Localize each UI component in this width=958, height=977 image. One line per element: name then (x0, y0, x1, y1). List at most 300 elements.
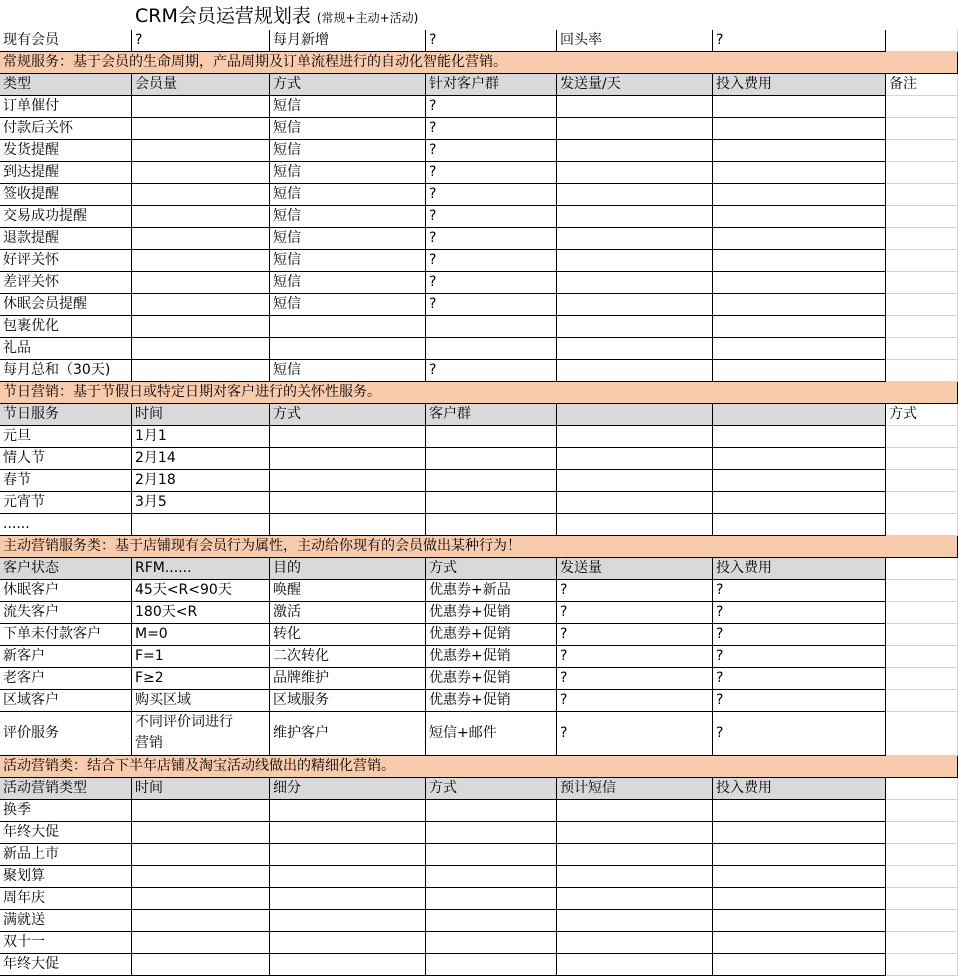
campaign-section-title-row (0, 756, 958, 778)
holiday-header-6: 方式 (886, 404, 958, 426)
regular-cell-6 (886, 184, 958, 206)
active-row (0, 580, 958, 602)
holiday-cell-0: 元宵节 (0, 492, 132, 514)
holiday-cell-1: 3月5 (132, 492, 270, 514)
holiday-cell-5 (713, 492, 886, 514)
campaign-cell-6 (886, 822, 958, 844)
regular-cell-3 (426, 338, 557, 360)
regular-row (0, 118, 958, 140)
active-cell-6 (886, 668, 958, 690)
campaign-cell-0: 新品上市 (0, 844, 132, 866)
holiday-cell-3 (426, 514, 557, 536)
active-cell-3: 优惠券+促销 (426, 602, 557, 624)
active-cell-3: 优惠券+促销 (426, 690, 557, 712)
campaign-cell-0: 周年庆 (0, 888, 132, 910)
campaign-cell-5 (713, 910, 886, 932)
holiday-cell-0: 情人节 (0, 448, 132, 470)
regular-row (0, 184, 958, 206)
campaign-row (0, 822, 958, 844)
holiday-header-3: 客户群 (426, 404, 557, 426)
active-cell-0: 评价服务 (0, 712, 132, 756)
regular-cell-2: 短信 (270, 272, 426, 294)
regular-cell-4 (557, 118, 713, 140)
regular-cell-5 (713, 96, 886, 118)
regular-cell-5 (713, 360, 886, 382)
campaign-cell-2 (270, 888, 426, 910)
active-cell-4: ? (557, 712, 713, 756)
holiday-row (0, 426, 958, 448)
active-cell-2: 维护客户 (270, 712, 426, 756)
holiday-cell-2 (270, 470, 426, 492)
active-row (0, 668, 958, 690)
regular-cell-3: ? (426, 140, 557, 162)
campaign-cell-0: 双十一 (0, 932, 132, 954)
regular-cell-6 (886, 272, 958, 294)
regular-cell-1 (132, 96, 270, 118)
campaign-cell-3 (426, 954, 557, 976)
regular-cell-2 (270, 338, 426, 360)
campaign-cell-0: 聚划算 (0, 866, 132, 888)
active-row (0, 624, 958, 646)
active-cell-1: 购买区域 (132, 690, 270, 712)
campaign-header-0: 活动营销类型 (0, 778, 132, 800)
regular-row (0, 294, 958, 316)
campaign-cell-2 (270, 910, 426, 932)
campaign-section-title: 活动营销类：结合下半年店铺及淘宝活动线做出的精细化营销。 (0, 756, 958, 778)
regular-cell-2: 短信 (270, 250, 426, 272)
regular-cell-3: ? (426, 118, 557, 140)
regular-cell-5 (713, 184, 886, 206)
active-section-title: 主动营销服务类：基于店铺现有会员行为属性，主动给你现有的会员做出某种行为！ (0, 536, 958, 558)
active-header-2: 目的 (270, 558, 426, 580)
holiday-cell-3 (426, 448, 557, 470)
campaign-cell-3 (426, 888, 557, 910)
regular-cell-5 (713, 294, 886, 316)
regular-cell-2: 短信 (270, 140, 426, 162)
regular-cell-5 (713, 250, 886, 272)
regular-cell-4 (557, 360, 713, 382)
regular-row (0, 338, 958, 360)
monthly-new-value: ? (426, 30, 557, 52)
holiday-cell-6 (886, 426, 958, 448)
regular-cell-0: 每月总和（30天) (0, 360, 132, 382)
regular-cell-6 (886, 316, 958, 338)
regular-cell-1 (132, 140, 270, 162)
campaign-row (0, 844, 958, 866)
regular-cell-4 (557, 96, 713, 118)
holiday-cell-2 (270, 426, 426, 448)
holiday-cell-2 (270, 448, 426, 470)
regular-cell-3: ? (426, 250, 557, 272)
holiday-cell-4 (557, 514, 713, 536)
regular-cell-5 (713, 118, 886, 140)
regular-cell-6 (886, 162, 958, 184)
active-cell-0: 休眠客户 (0, 580, 132, 602)
regular-cell-2 (270, 316, 426, 338)
regular-header-0: 类型 (0, 74, 132, 96)
campaign-row (0, 866, 958, 888)
holiday-cell-1: 1月1 (132, 426, 270, 448)
active-cell-0: 下单未付款客户 (0, 624, 132, 646)
regular-cell-3 (426, 316, 557, 338)
summary-row (0, 30, 958, 52)
holiday-cell-5 (713, 470, 886, 492)
holiday-row (0, 470, 958, 492)
campaign-cell-0: 年终大促 (0, 822, 132, 844)
active-cell-1: F=1 (132, 646, 270, 668)
regular-row (0, 96, 958, 118)
regular-cell-4 (557, 294, 713, 316)
holiday-header-4 (557, 404, 713, 426)
active-cell-5: ? (713, 712, 886, 756)
active-cell-6 (886, 580, 958, 602)
holiday-header-1: 时间 (132, 404, 270, 426)
campaign-row (0, 954, 958, 976)
campaign-row (0, 932, 958, 954)
regular-section-title: 常规服务：基于会员的生命周期，产品周期及订单流程进行的自动化智能化营销。 (0, 52, 958, 74)
active-cell-4: ? (557, 646, 713, 668)
campaign-header-2: 细分 (270, 778, 426, 800)
regular-cell-1 (132, 250, 270, 272)
active-cell-2: 转化 (270, 624, 426, 646)
holiday-cell-6 (886, 514, 958, 536)
active-cell-6 (886, 690, 958, 712)
regular-cell-0: 礼品 (0, 338, 132, 360)
active-cell-3: 优惠券+新品 (426, 580, 557, 602)
regular-cell-2: 短信 (270, 162, 426, 184)
repeat-rate-value: ? (713, 30, 886, 52)
campaign-cell-6 (886, 910, 958, 932)
repeat-rate-label: 回头率 (557, 30, 713, 52)
regular-cell-6 (886, 250, 958, 272)
active-cell-2: 激活 (270, 602, 426, 624)
active-row (0, 602, 958, 624)
campaign-cell-3 (426, 932, 557, 954)
active-cell-2: 二次转化 (270, 646, 426, 668)
active-cell-6 (886, 712, 958, 756)
active-cell-6 (886, 624, 958, 646)
regular-header-4: 发送量/天 (557, 74, 713, 96)
regular-cell-4 (557, 206, 713, 228)
regular-cell-0: 交易成功提醒 (0, 206, 132, 228)
holiday-cell-4 (557, 470, 713, 492)
active-cell-4: ? (557, 624, 713, 646)
holiday-cell-6 (886, 492, 958, 514)
sheet-title (135, 3, 418, 31)
active-header-0: 客户状态 (0, 558, 132, 580)
active-cell-5: ? (713, 646, 886, 668)
regular-cell-3: ? (426, 184, 557, 206)
active-cell-3: 优惠券+促销 (426, 646, 557, 668)
regular-cell-3: ? (426, 206, 557, 228)
regular-cell-0: 付款后关怀 (0, 118, 132, 140)
campaign-cell-0: 满就送 (0, 910, 132, 932)
title-subtitle: (常规+主动+活动) (316, 11, 419, 25)
campaign-cell-4 (557, 844, 713, 866)
regular-cell-2: 短信 (270, 184, 426, 206)
regular-header-6: 备注 (886, 74, 958, 96)
regular-cell-3: ? (426, 96, 557, 118)
regular-cell-1 (132, 338, 270, 360)
regular-row (0, 360, 958, 382)
campaign-cell-2 (270, 866, 426, 888)
regular-cell-5 (713, 338, 886, 360)
regular-header-3: 针对客户群 (426, 74, 557, 96)
active-cell-4: ? (557, 690, 713, 712)
regular-cell-0: 到达提醒 (0, 162, 132, 184)
holiday-cell-6 (886, 448, 958, 470)
regular-cell-6 (886, 140, 958, 162)
campaign-cell-2 (270, 954, 426, 976)
active-cell-4: ? (557, 602, 713, 624)
holiday-cell-0: 春节 (0, 470, 132, 492)
monthly-new-label: 每月新增 (270, 30, 426, 52)
title-text: CRM会员运营规划表 (135, 5, 311, 27)
campaign-cell-6 (886, 888, 958, 910)
active-header-1: RFM...... (132, 558, 270, 580)
campaign-cell-2 (270, 822, 426, 844)
active-cell-0: 老客户 (0, 668, 132, 690)
regular-cell-6 (886, 228, 958, 250)
active-cell-4: ? (557, 668, 713, 690)
active-cell-2: 唤醒 (270, 580, 426, 602)
holiday-cell-4 (557, 492, 713, 514)
summary-extra-cell (886, 30, 958, 52)
campaign-cell-4 (557, 888, 713, 910)
members-value: ? (132, 30, 270, 52)
active-row (0, 690, 958, 712)
campaign-cell-5 (713, 932, 886, 954)
regular-cell-4 (557, 140, 713, 162)
regular-cell-5 (713, 206, 886, 228)
regular-cell-5 (713, 316, 886, 338)
active-cell-1: 45天<R<90天 (132, 580, 270, 602)
campaign-cell-4 (557, 800, 713, 822)
campaign-cell-1 (132, 866, 270, 888)
campaign-cell-5 (713, 866, 886, 888)
regular-cell-4 (557, 162, 713, 184)
active-header-6 (886, 558, 958, 580)
regular-cell-0: 签收提醒 (0, 184, 132, 206)
regular-cell-5 (713, 162, 886, 184)
regular-cell-1 (132, 118, 270, 140)
holiday-cell-5 (713, 426, 886, 448)
regular-cell-4 (557, 272, 713, 294)
regular-header-2: 方式 (270, 74, 426, 96)
campaign-cell-3 (426, 822, 557, 844)
regular-cell-1 (132, 294, 270, 316)
holiday-header-row (0, 404, 958, 426)
holiday-cell-4 (557, 426, 713, 448)
active-cell-3: 优惠券+促销 (426, 668, 557, 690)
regular-header-1: 会员量 (132, 74, 270, 96)
campaign-cell-1 (132, 888, 270, 910)
regular-cell-0: 休眠会员提醒 (0, 294, 132, 316)
regular-cell-6 (886, 96, 958, 118)
campaign-cell-3 (426, 866, 557, 888)
regular-row (0, 250, 958, 272)
regular-cell-0: 订单催付 (0, 96, 132, 118)
active-cell-6 (886, 602, 958, 624)
regular-row (0, 272, 958, 294)
campaign-cell-6 (886, 932, 958, 954)
regular-cell-0: 差评关怀 (0, 272, 132, 294)
holiday-row (0, 492, 958, 514)
regular-cell-3: ? (426, 272, 557, 294)
holiday-cell-5 (713, 514, 886, 536)
campaign-cell-5 (713, 822, 886, 844)
holiday-cell-5 (713, 448, 886, 470)
active-cell-2: 品牌维护 (270, 668, 426, 690)
campaign-cell-6 (886, 844, 958, 866)
campaign-cell-1 (132, 844, 270, 866)
campaign-header-1: 时间 (132, 778, 270, 800)
holiday-section-title: 节日营销：基于节假日或特定日期对客户进行的关怀性服务。 (0, 382, 958, 404)
active-cell-5: ? (713, 624, 886, 646)
campaign-cell-6 (886, 800, 958, 822)
holiday-cell-1 (132, 514, 270, 536)
active-cell-1: 不同评价词进行营销 (132, 712, 270, 756)
holiday-cell-3 (426, 492, 557, 514)
active-cell-0: 新客户 (0, 646, 132, 668)
regular-row (0, 228, 958, 250)
campaign-header-6 (886, 778, 958, 800)
campaign-cell-4 (557, 932, 713, 954)
regular-cell-1 (132, 162, 270, 184)
active-cell-0: 区域客户 (0, 690, 132, 712)
campaign-cell-6 (886, 866, 958, 888)
regular-cell-6 (886, 118, 958, 140)
holiday-row (0, 514, 958, 536)
campaign-cell-5 (713, 844, 886, 866)
regular-header-row (0, 74, 958, 96)
regular-cell-1 (132, 228, 270, 250)
holiday-cell-1: 2月14 (132, 448, 270, 470)
regular-cell-2: 短信 (270, 360, 426, 382)
campaign-row (0, 888, 958, 910)
holiday-cell-0: ...... (0, 514, 132, 536)
regular-cell-1 (132, 206, 270, 228)
active-cell-1: 180天<R (132, 602, 270, 624)
regular-cell-6 (886, 294, 958, 316)
holiday-cell-3 (426, 426, 557, 448)
campaign-cell-5 (713, 954, 886, 976)
regular-header-5: 投入费用 (713, 74, 886, 96)
campaign-cell-4 (557, 954, 713, 976)
holiday-header-5 (713, 404, 886, 426)
campaign-cell-1 (132, 954, 270, 976)
campaign-cell-2 (270, 800, 426, 822)
campaign-cell-4 (557, 910, 713, 932)
regular-cell-0: 发货提醒 (0, 140, 132, 162)
active-header-5: 投入费用 (713, 558, 886, 580)
campaign-cell-1 (132, 910, 270, 932)
regular-cell-2: 短信 (270, 228, 426, 250)
regular-cell-1 (132, 272, 270, 294)
regular-cell-5 (713, 140, 886, 162)
campaign-cell-5 (713, 888, 886, 910)
campaign-header-3: 方式 (426, 778, 557, 800)
campaign-cell-4 (557, 866, 713, 888)
campaign-cell-3 (426, 910, 557, 932)
regular-cell-6 (886, 338, 958, 360)
campaign-cell-1 (132, 932, 270, 954)
active-cell-5: ? (713, 690, 886, 712)
active-cell-3: 优惠券+促销 (426, 624, 557, 646)
campaign-cell-3 (426, 844, 557, 866)
holiday-cell-2 (270, 514, 426, 536)
regular-cell-0: 退款提醒 (0, 228, 132, 250)
holiday-cell-0: 元旦 (0, 426, 132, 448)
regular-cell-5 (713, 272, 886, 294)
active-row (0, 712, 958, 756)
active-row (0, 646, 958, 668)
campaign-cell-5 (713, 800, 886, 822)
active-header-3: 方式 (426, 558, 557, 580)
regular-section-title-row (0, 52, 958, 74)
regular-cell-6 (886, 360, 958, 382)
regular-cell-4 (557, 316, 713, 338)
campaign-header-5: 投入费用 (713, 778, 886, 800)
regular-cell-3: ? (426, 294, 557, 316)
regular-cell-1 (132, 184, 270, 206)
active-cell-1: F≥2 (132, 668, 270, 690)
active-cell-3: 短信+邮件 (426, 712, 557, 756)
campaign-cell-0: 年终大促 (0, 954, 132, 976)
regular-cell-5 (713, 228, 886, 250)
holiday-cell-4 (557, 448, 713, 470)
holiday-cell-6 (886, 470, 958, 492)
regular-row (0, 140, 958, 162)
campaign-cell-2 (270, 844, 426, 866)
active-cell-6 (886, 646, 958, 668)
active-cell-4: ? (557, 580, 713, 602)
active-header-4: 发送量 (557, 558, 713, 580)
regular-cell-3: ? (426, 162, 557, 184)
campaign-cell-1 (132, 800, 270, 822)
campaign-cell-6 (886, 954, 958, 976)
holiday-row (0, 448, 958, 470)
campaign-cell-1 (132, 822, 270, 844)
regular-cell-3: ? (426, 228, 557, 250)
regular-row (0, 316, 958, 338)
regular-cell-1 (132, 316, 270, 338)
holiday-header-2: 方式 (270, 404, 426, 426)
campaign-cell-2 (270, 932, 426, 954)
active-cell-5: ? (713, 580, 886, 602)
holiday-cell-2 (270, 492, 426, 514)
holiday-cell-3 (426, 470, 557, 492)
holiday-section-title-row (0, 382, 958, 404)
holiday-cell-1: 2月18 (132, 470, 270, 492)
holiday-header-0: 节日服务 (0, 404, 132, 426)
regular-cell-3: ? (426, 360, 557, 382)
active-cell-5: ? (713, 602, 886, 624)
regular-cell-1 (132, 360, 270, 382)
regular-cell-4 (557, 228, 713, 250)
active-cell-0: 流失客户 (0, 602, 132, 624)
active-cell-2: 区域服务 (270, 690, 426, 712)
regular-cell-0: 包裹优化 (0, 316, 132, 338)
active-cell-1: M=0 (132, 624, 270, 646)
regular-cell-2: 短信 (270, 206, 426, 228)
regular-cell-4 (557, 184, 713, 206)
campaign-header-row (0, 778, 958, 800)
campaign-cell-4 (557, 822, 713, 844)
regular-cell-4 (557, 338, 713, 360)
campaign-cell-0: 换季 (0, 800, 132, 822)
regular-cell-2: 短信 (270, 96, 426, 118)
